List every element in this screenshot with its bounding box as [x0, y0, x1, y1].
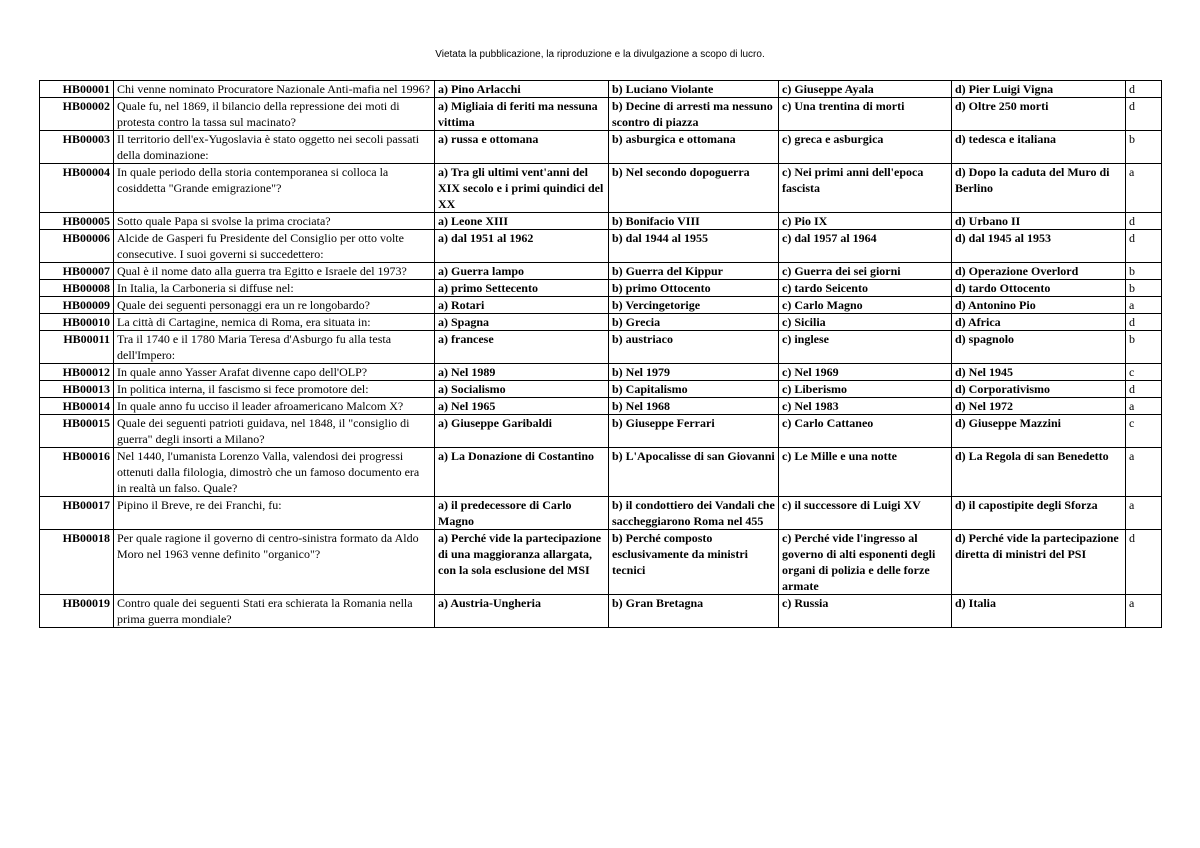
option-c: c) greca e asburgica	[779, 131, 952, 164]
correct-answer: b	[1126, 280, 1162, 297]
table-row	[40, 81, 1162, 98]
question-code: HB00004	[40, 164, 114, 213]
option-c: c) Liberismo	[779, 381, 952, 398]
table-row	[40, 497, 1162, 530]
option-c: c) Nei primi anni dell'epoca fascista	[779, 164, 952, 213]
question-text: In quale anno fu ucciso il leader afroamericano Malcom X?	[114, 398, 435, 415]
question-text: In politica interna, il fascismo si fece promotore del:	[114, 381, 435, 398]
option-b: b) austriaco	[609, 331, 779, 364]
correct-answer: a	[1126, 297, 1162, 314]
option-a: a) Rotari	[435, 297, 609, 314]
correct-answer: c	[1126, 415, 1162, 448]
question-code: HB00007	[40, 263, 114, 280]
question-text: Sotto quale Papa si svolse la prima crociata?	[114, 213, 435, 230]
option-b: b) il condottiero dei Vandali che saccheggiarono Roma nel 455	[609, 497, 779, 530]
question-code: HB00015	[40, 415, 114, 448]
correct-answer: a	[1126, 595, 1162, 628]
option-c: c) Perché vide l'ingresso al governo di alti esponenti degli organi di polizia e delle forze armate	[779, 530, 952, 595]
question-code: HB00012	[40, 364, 114, 381]
correct-answer: a	[1126, 497, 1162, 530]
table-row	[40, 381, 1162, 398]
option-d: d) Oltre 250 morti	[952, 98, 1126, 131]
table-row	[40, 164, 1162, 213]
correct-answer: a	[1126, 398, 1162, 415]
question-text: Qual è il nome dato alla guerra tra Egitto e Israele del 1973?	[114, 263, 435, 280]
option-d: d) Antonino Pio	[952, 297, 1126, 314]
table-row	[40, 415, 1162, 448]
option-b: b) asburgica e ottomana	[609, 131, 779, 164]
option-d: d) tardo Ottocento	[952, 280, 1126, 297]
option-d: d) dal 1945 al 1953	[952, 230, 1126, 263]
question-text: Contro quale dei seguenti Stati era schierata la Romania nella prima guerra mondiale?	[114, 595, 435, 628]
question-code: HB00014	[40, 398, 114, 415]
question-text: In Italia, la Carboneria si diffuse nel:	[114, 280, 435, 297]
correct-answer: b	[1126, 331, 1162, 364]
option-d: d) spagnolo	[952, 331, 1126, 364]
option-b: b) Perché composto esclusivamente da ministri tecnici	[609, 530, 779, 595]
option-d: d) Giuseppe Mazzini	[952, 415, 1126, 448]
page-header: Vietata la pubblicazione, la riproduzione e la divulgazione a scopo di lucro.	[435, 49, 765, 60]
correct-answer: d	[1126, 81, 1162, 98]
question-code: HB00017	[40, 497, 114, 530]
question-code: HB00009	[40, 297, 114, 314]
table-row	[40, 398, 1162, 415]
option-a: a) Socialismo	[435, 381, 609, 398]
question-text: Nel 1440, l'umanista Lorenzo Valla, valendosi dei progressi ottenuti dalla filologia, dimostrò che un famoso documento era in realtà un falso. Quale?	[114, 448, 435, 497]
question-code: HB00003	[40, 131, 114, 164]
option-a: a) La Donazione di Costantino	[435, 448, 609, 497]
option-d: d) Pier Luigi Vigna	[952, 81, 1126, 98]
table-row	[40, 448, 1162, 497]
option-d: d) Operazione Overlord	[952, 263, 1126, 280]
option-b: b) Guerra del Kippur	[609, 263, 779, 280]
table-row	[40, 98, 1162, 131]
option-c: c) il successore di Luigi XV	[779, 497, 952, 530]
option-a: a) Giuseppe Garibaldi	[435, 415, 609, 448]
question-text: La città di Cartagine, nemica di Roma, era situata in:	[114, 314, 435, 331]
option-d: d) Dopo la caduta del Muro di Berlino	[952, 164, 1126, 213]
option-c: c) Pio IX	[779, 213, 952, 230]
option-b: b) L'Apocalisse di san Giovanni	[609, 448, 779, 497]
question-text: Quale dei seguenti personaggi era un re longobardo?	[114, 297, 435, 314]
option-c: c) Giuseppe Ayala	[779, 81, 952, 98]
option-d: d) La Regola di san Benedetto	[952, 448, 1126, 497]
option-c: c) dal 1957 al 1964	[779, 230, 952, 263]
option-c: c) inglese	[779, 331, 952, 364]
option-a: a) Migliaia di feriti ma nessuna vittima	[435, 98, 609, 131]
correct-answer: c	[1126, 364, 1162, 381]
correct-answer: d	[1126, 230, 1162, 263]
question-text: Il territorio dell'ex-Yugoslavia è stato oggetto nei secoli passati della dominazione:	[114, 131, 435, 164]
option-b: b) primo Ottocento	[609, 280, 779, 297]
option-d: d) Nel 1972	[952, 398, 1126, 415]
table-row	[40, 131, 1162, 164]
question-code: HB00006	[40, 230, 114, 263]
option-a: a) il predecessore di Carlo Magno	[435, 497, 609, 530]
option-b: b) Giuseppe Ferrari	[609, 415, 779, 448]
question-code: HB00002	[40, 98, 114, 131]
option-a: a) russa e ottomana	[435, 131, 609, 164]
option-d: d) Italia	[952, 595, 1126, 628]
correct-answer: d	[1126, 381, 1162, 398]
question-code: HB00016	[40, 448, 114, 497]
option-a: a) Leone XIII	[435, 213, 609, 230]
question-text: Quale fu, nel 1869, il bilancio della repressione dei moti di protesta contro la tassa sul macinato?	[114, 98, 435, 131]
question-code: HB00008	[40, 280, 114, 297]
option-b: b) Nel secondo dopoguerra	[609, 164, 779, 213]
option-b: b) Decine di arresti ma nessuno scontro di piazza	[609, 98, 779, 131]
table-row	[40, 280, 1162, 297]
option-c: c) Una trentina di morti	[779, 98, 952, 131]
option-a: a) Spagna	[435, 314, 609, 331]
option-b: b) Gran Bretagna	[609, 595, 779, 628]
question-text: Chi venne nominato Procuratore Nazionale Anti-mafia nel 1996?	[114, 81, 435, 98]
option-b: b) Luciano Violante	[609, 81, 779, 98]
option-d: d) tedesca e italiana	[952, 131, 1126, 164]
table-row	[40, 263, 1162, 280]
option-a: a) Pino Arlacchi	[435, 81, 609, 98]
option-c: c) Guerra dei sei giorni	[779, 263, 952, 280]
option-a: a) Nel 1965	[435, 398, 609, 415]
question-text: In quale anno Yasser Arafat divenne capo dell'OLP?	[114, 364, 435, 381]
option-d: d) Perché vide la partecipazione diretta di ministri del PSI	[952, 530, 1126, 595]
correct-answer: d	[1126, 213, 1162, 230]
option-a: a) Austria-Ungheria	[435, 595, 609, 628]
correct-answer: a	[1126, 164, 1162, 213]
correct-answer: d	[1126, 98, 1162, 131]
correct-answer: b	[1126, 263, 1162, 280]
quiz-table	[39, 80, 1162, 628]
table-row	[40, 297, 1162, 314]
option-a: a) Perché vide la partecipazione di una maggioranza allargata, con la sola esclusione del MSI	[435, 530, 609, 595]
question-text: Alcide de Gasperi fu Presidente del Consiglio per otto volte consecutive. I suoi governi si succedettero:	[114, 230, 435, 263]
option-a: a) francese	[435, 331, 609, 364]
question-code: HB00005	[40, 213, 114, 230]
option-c: c) Carlo Magno	[779, 297, 952, 314]
option-a: a) Guerra lampo	[435, 263, 609, 280]
table-row	[40, 595, 1162, 628]
option-c: c) tardo Seicento	[779, 280, 952, 297]
option-b: b) Grecia	[609, 314, 779, 331]
correct-answer: d	[1126, 530, 1162, 595]
table-row	[40, 530, 1162, 595]
question-text: Quale dei seguenti patrioti guidava, nel 1848, il "consiglio di guerra" degli insorti a Milano?	[114, 415, 435, 448]
option-c: c) Russia	[779, 595, 952, 628]
option-d: d) Africa	[952, 314, 1126, 331]
option-d: d) Corporativismo	[952, 381, 1126, 398]
table-row	[40, 230, 1162, 263]
table-row	[40, 364, 1162, 381]
option-d: d) Urbano II	[952, 213, 1126, 230]
option-c: c) Nel 1983	[779, 398, 952, 415]
question-text: In quale periodo della storia contemporanea si colloca la cosiddetta "Grande emigrazione"?	[114, 164, 435, 213]
option-a: a) Nel 1989	[435, 364, 609, 381]
option-a: a) primo Settecento	[435, 280, 609, 297]
question-text: Tra il 1740 e il 1780 Maria Teresa d'Asburgo fu alla testa dell'Impero:	[114, 331, 435, 364]
correct-answer: b	[1126, 131, 1162, 164]
option-a: a) dal 1951 al 1962	[435, 230, 609, 263]
option-b: b) Bonifacio VIII	[609, 213, 779, 230]
option-b: b) dal 1944 al 1955	[609, 230, 779, 263]
correct-answer: a	[1126, 448, 1162, 497]
correct-answer: d	[1126, 314, 1162, 331]
option-c: c) Sicilia	[779, 314, 952, 331]
question-code: HB00013	[40, 381, 114, 398]
option-b: b) Capitalismo	[609, 381, 779, 398]
option-b: b) Vercingetorige	[609, 297, 779, 314]
question-text: Pipino il Breve, re dei Franchi, fu:	[114, 497, 435, 530]
question-code: HB00011	[40, 331, 114, 364]
option-b: b) Nel 1979	[609, 364, 779, 381]
option-a: a) Tra gli ultimi vent'anni del XIX secolo e i primi quindici del XX	[435, 164, 609, 213]
table-row	[40, 331, 1162, 364]
option-c: c) Le Mille e una notte	[779, 448, 952, 497]
question-code: HB00001	[40, 81, 114, 98]
option-b: b) Nel 1968	[609, 398, 779, 415]
option-c: c) Carlo Cattaneo	[779, 415, 952, 448]
table-row	[40, 213, 1162, 230]
table-row	[40, 314, 1162, 331]
question-text: Per quale ragione il governo di centro-sinistra formato da Aldo Moro nel 1963 venne definito "organico"?	[114, 530, 435, 595]
question-code: HB00018	[40, 530, 114, 595]
option-c: c) Nel 1969	[779, 364, 952, 381]
question-code: HB00019	[40, 595, 114, 628]
question-code: HB00010	[40, 314, 114, 331]
option-d: d) il capostipite degli Sforza	[952, 497, 1126, 530]
option-d: d) Nel 1945	[952, 364, 1126, 381]
